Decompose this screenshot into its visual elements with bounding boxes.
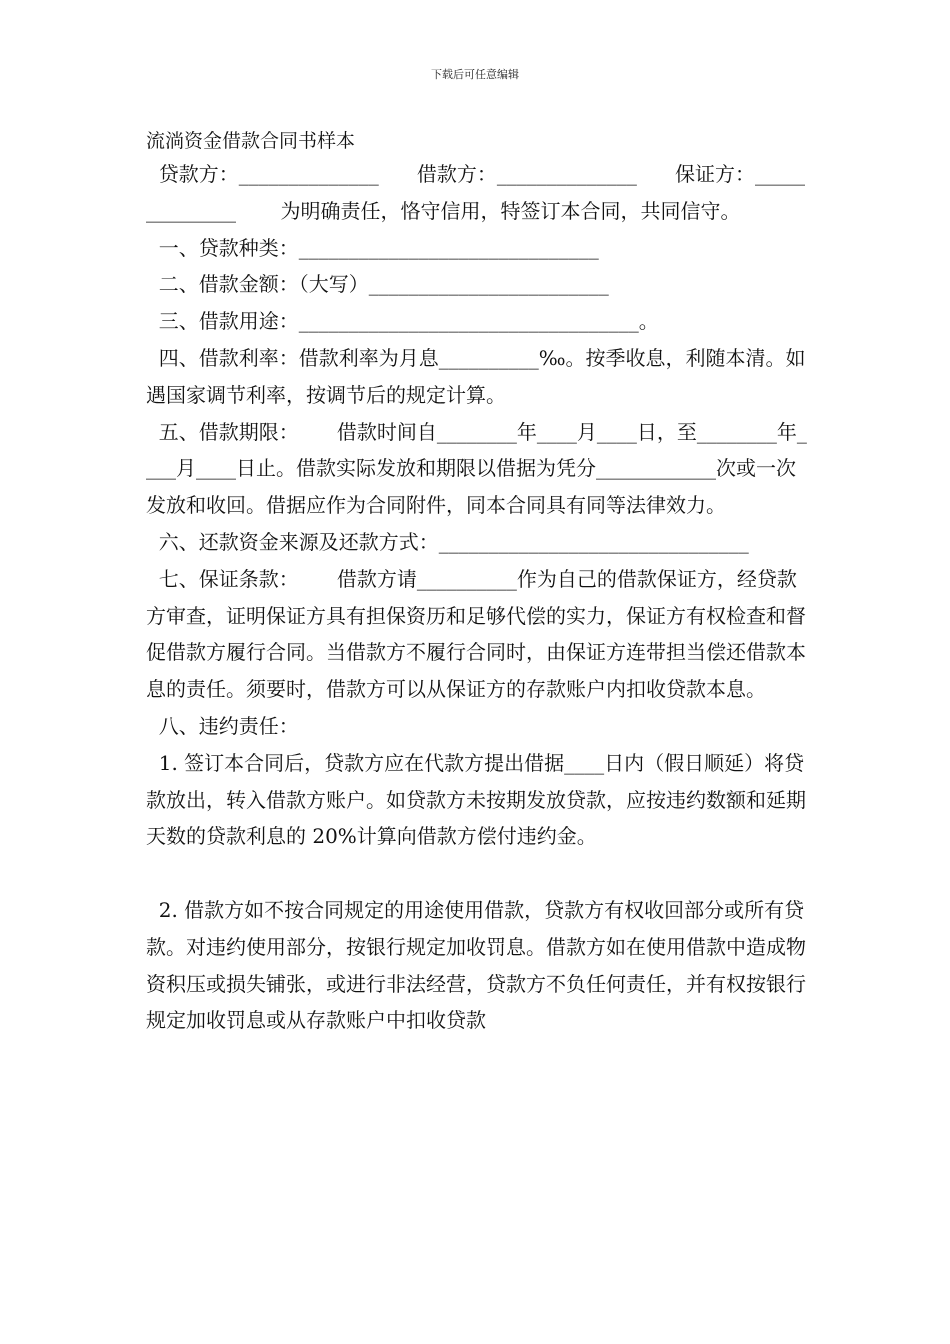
paragraph-loan-amount: 二、借款金额：（大写）________________________ [146,272,609,297]
paragraph-interest-rate: 四、借款利率：借款利率为月息__________‰。按季收息，利随本清。如遇国家调节利率，按调节后的规定计算。 [146,345,806,407]
page-header: 下载后可任意编辑 [431,68,519,81]
paragraph-repayment: 六、还款资金来源及还款方式：_______________________________ [146,529,749,554]
paragraph-breach-1: 1. 签订本合同后，贷款方应在代款方提出借据____日内（假日顺延）将贷款放出，转入借款方账户。如贷款方未按期发放贷款，应按违约数额和延期天数的贷款利息的 20%计算向借款方偿付违约金。 [146,750,806,849]
document-title: 流淌资金借款合同书样本 [146,130,356,152]
document-body [146,156,808,1039]
paragraph-loan-type: 一、贷款种类：______________________________ [146,235,599,260]
paragraph-loan-purpose: 三、借款用途：__________________________________。 [146,309,659,334]
paragraph-guarantee: 七、保证条款： 借款方请__________作为自己的借款保证方，经贷款方审查，证明保证方具有担保资历和足够代偿的实力，保证方有权检查和督促借款方履行合同。当借款方不履行合同时，由保证方连带担当偿还借款本息的责任。须要时，借款方可以从保证方的存款账户内扣收贷款本息。 [146,566,806,702]
paragraph-parties: 贷款方：______________ 借款方：______________ 保证方：______________ 为明确责任，恪守信用，特签订本合同，共同信守。 [146,162,806,223]
paragraph-breach-heading: 八、违约责任： [146,713,299,738]
paragraph-spacer [146,855,808,892]
paragraph-breach-2: 2. 借款方如不按合同规定的用途使用借款，贷款方有权收回部分或所有贷款。对违约使用部分，按银行规定加收罚息。借款方如在使用借款中造成物资积压或损失铺张，或进行非法经营，贷款方不负任何责任，并有权按银行规定加收罚息或从存款账户中扣收贷款 [146,897,806,1033]
paragraph-loan-term: 五、借款期限： 借款时间自________年____月____日，至________年____月____日止。借款实际发放和期限以借据为凭分____________次或一次发放和收回。借据应作为合同附件，同本合同具有同等法律效力。 [146,419,807,518]
